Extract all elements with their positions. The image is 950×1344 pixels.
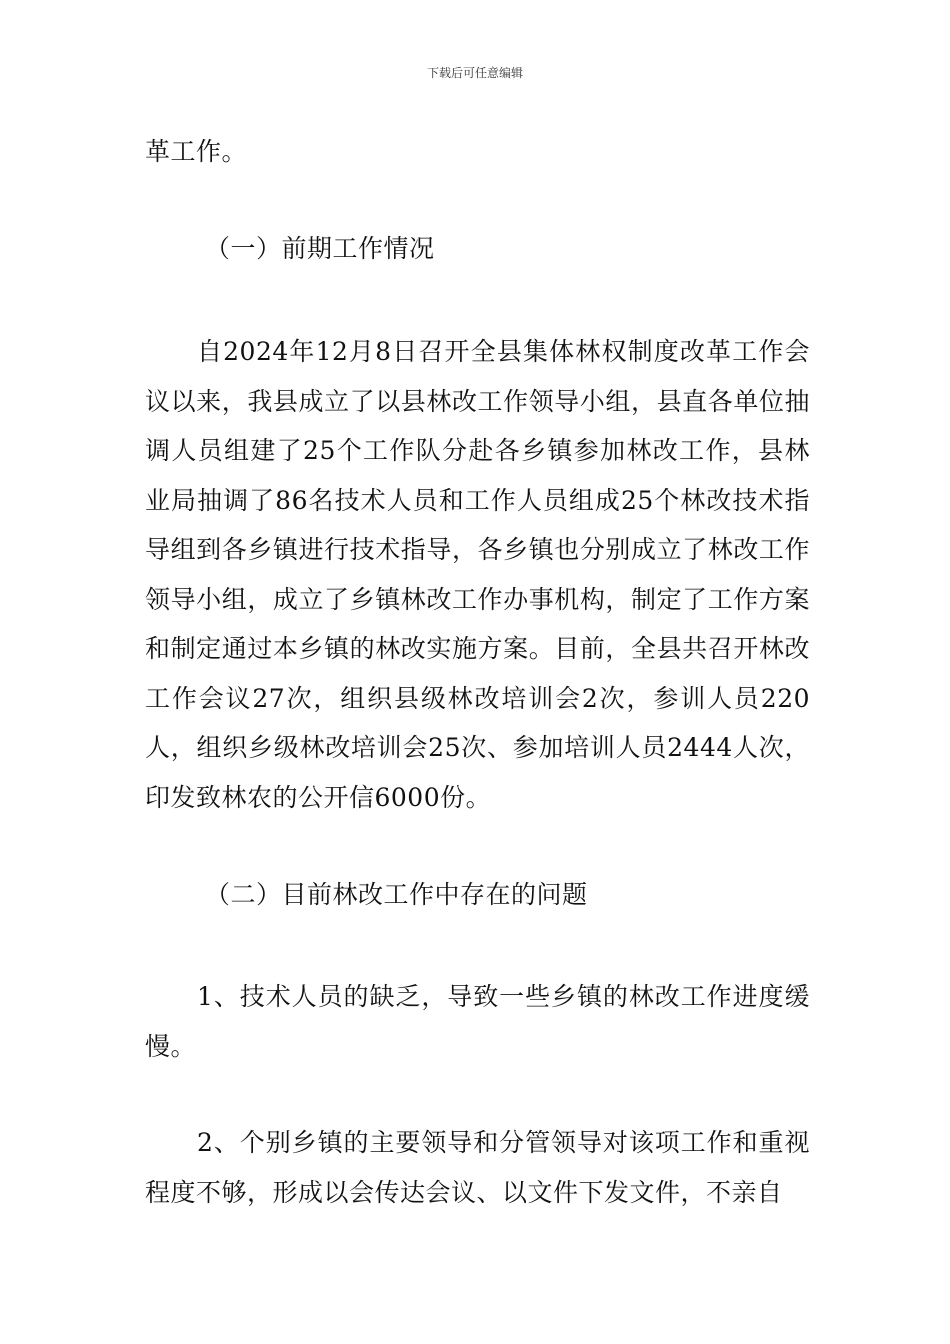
- continuation-text: 革工作。: [145, 137, 248, 166]
- page-header-note: 下载后可任意编辑: [426, 66, 523, 80]
- issue-1-wrap: [145, 972, 810, 1071]
- issue-1-paragraph: 1、技术人员的缺乏，导致一些乡镇的林改工作进度缓慢。: [145, 982, 810, 1061]
- section-1-paragraph-wrap: [145, 327, 810, 822]
- document-body: [145, 127, 810, 177]
- section-heading-2: （二）目前林改工作中存在的问题: [205, 880, 588, 909]
- section-heading-1-wrap: [145, 224, 810, 274]
- section-heading-2-wrap: [145, 870, 810, 920]
- section-1-paragraph: 自2024年12月8日召开全县集体林权制度改革工作会议以来，我县成立了以县林改工作领导小组，县直各单位抽调人员组建了25个工作队分赴各乡镇参加林改工作，县林业局抽调了86名技术人员和工作人员组成25个林改技术指导组到各乡镇进行技术指导，各乡镇也分别成立了林改工作领导小组，成立了乡镇林改工作办事机构，制定了工作方案和制定通过本乡镇的林改实施方案。目前，全县共召开林改工作会议27次，组织县级林改培训会2次，参训人员220人，组织乡级林改培训会25次、参加培训人员2444人次，印发致林农的公开信6000份。: [145, 337, 810, 812]
- issue-2-wrap: [145, 1118, 810, 1217]
- issue-2-paragraph: 2、个别乡镇的主要领导和分管领导对该项工作和重视程度不够，形成以会传达会议、以文件下发文件，不亲自: [145, 1128, 810, 1207]
- section-heading-1: （一）前期工作情况: [205, 234, 435, 263]
